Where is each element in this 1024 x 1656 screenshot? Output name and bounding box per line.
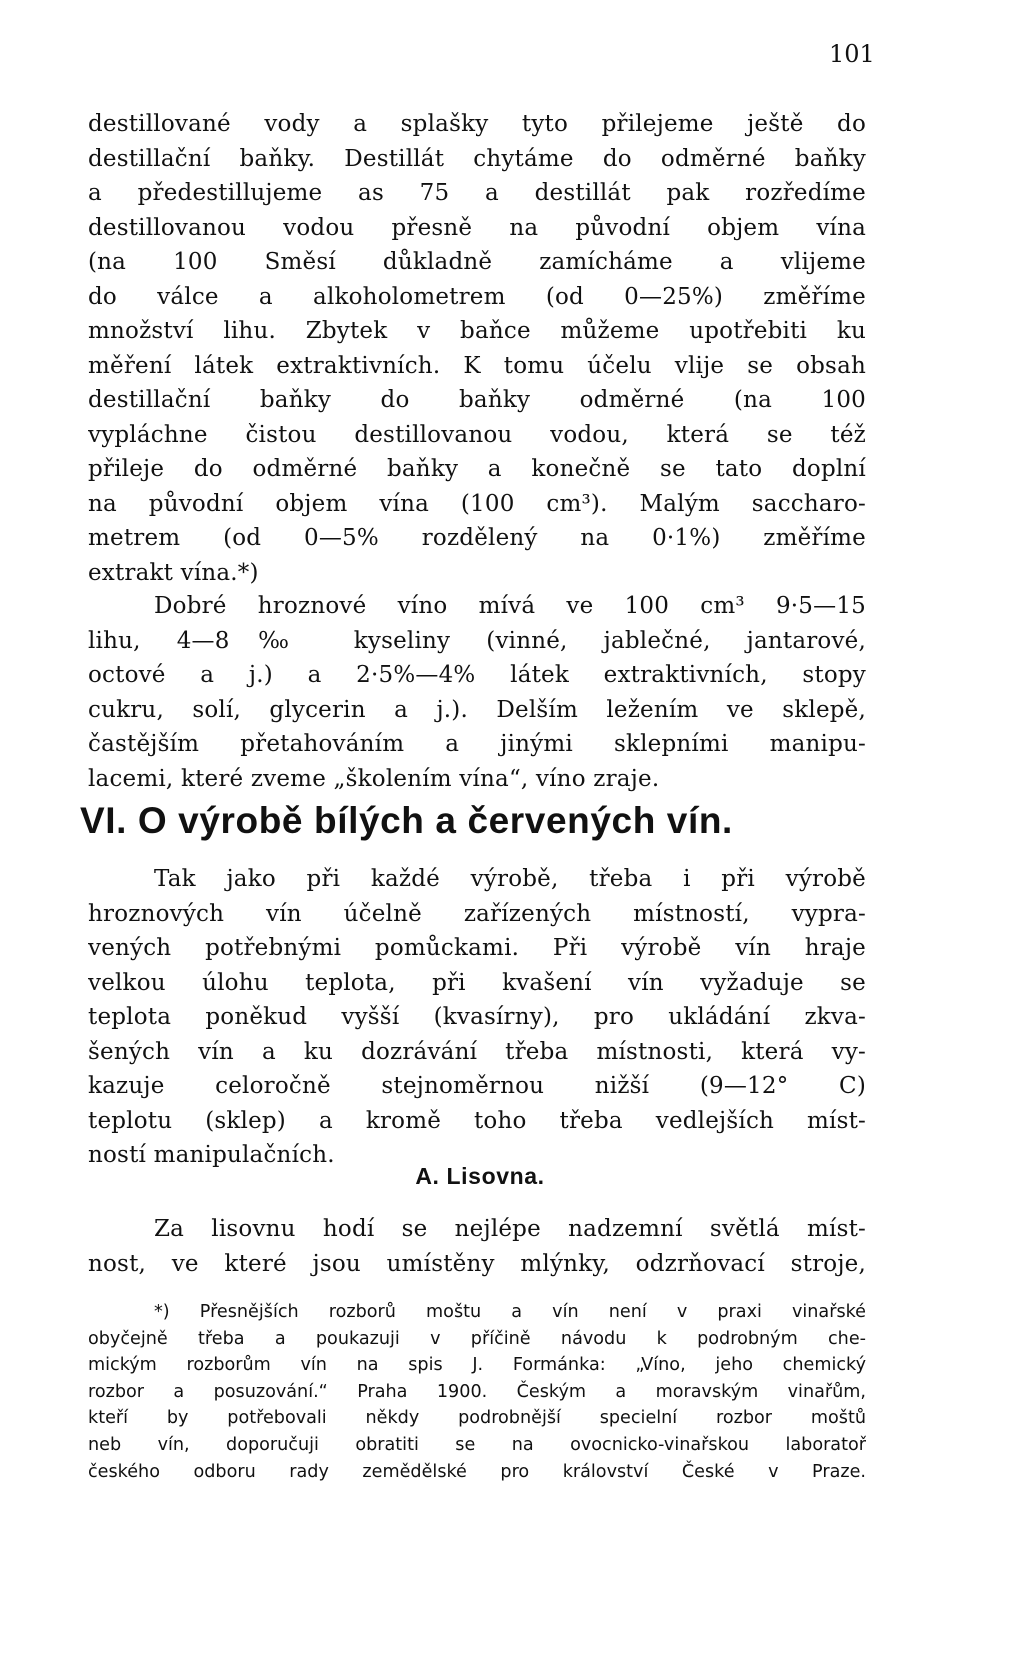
- text-line: destillační baňky do baňky odměrné (na 100: [88, 387, 866, 413]
- text-line: přileje do odměrné baňky a konečně se tato doplní: [88, 456, 866, 482]
- text-line: extrakt vína.*): [88, 559, 259, 586]
- subsection-heading: A. Lisovna.: [415, 1163, 545, 1189]
- text-line: octové a j.) a 2·5%—4% látek extraktivních, stopy: [88, 662, 866, 688]
- footnote-line: mickým rozborům vín na spis J. Formánka: „Víno, jeho chemický: [88, 1355, 866, 1376]
- text-line: vypláchne čistou destillovanou vodou, která se též: [88, 421, 866, 448]
- text-line: destillované vody a splašky tyto přilejeme ještě do: [88, 111, 866, 137]
- page-number: 101: [829, 40, 875, 68]
- paragraph-3: [88, 862, 866, 1173]
- text-line: hroznových vín účelně zařízených místností, vypra-: [88, 900, 866, 927]
- text-line: častějším přetahováním a jinými sklepními manipu-: [88, 731, 866, 757]
- text-line: nost, ve které jsou umístěny mlýnky, odzrňovací stroje,: [88, 1250, 866, 1277]
- text-line: destillovanou vodou přesně na původní objem vína: [88, 214, 866, 241]
- text-line: (na 100 Směsí důkladně zamícháme a vlijeme: [88, 249, 866, 275]
- text-line: kazuje celoročně stejnoměrnou nižší (9—12° C): [88, 1073, 866, 1099]
- text-line: Za lisovnu hodí se nejlépe nadzemní světlá míst-: [154, 1216, 866, 1242]
- text-line: velkou úlohu teplota, při kvašení vín vyžaduje se: [88, 969, 866, 996]
- text-line: lacemi, které zveme „školením vína“, víno zraje.: [88, 765, 660, 792]
- footnote: [88, 1299, 866, 1485]
- text-line: množství lihu. Zbytek v baňce můžeme upotřebiti ku: [88, 318, 866, 344]
- text-line: měření látek extraktivních. K tomu účelu vlije se obsah: [88, 352, 866, 379]
- paragraph-2: [88, 589, 866, 796]
- text-line: metrem (od 0—5% rozdělený na 0·1%) změříme: [88, 525, 866, 551]
- footnote-line: českého odboru rady zemědělské pro království České v Praze.: [88, 1461, 866, 1482]
- text-line: ností manipulačních.: [88, 1142, 335, 1168]
- footnote-line: neb vín, doporučuji obratiti se na ovocnicko-vinařskou laboratoř: [88, 1434, 866, 1455]
- text-line: do válce a alkoholometrem (od 0—25%) změříme: [88, 283, 866, 310]
- text-line: na původní objem vína (100 cm³). Malým saccharo-: [88, 490, 866, 517]
- footnote-line: rozbor a posuzování.“ Praha 1900. Českým a moravským vinařům,: [88, 1381, 866, 1402]
- footnote-line: kteří by potřebovali někdy podrobnější specielní rozbor moštů: [88, 1408, 866, 1429]
- text-line: teplota poněkud vyšší (kvasírny), pro ukládání zkva-: [88, 1004, 866, 1030]
- text-line: Tak jako při každé výrobě, třeba i při výrobě: [154, 866, 866, 892]
- section-heading: VI. O výrobě bílých a červených vín.: [80, 800, 733, 841]
- text-line: lihu, 4—8‰ kyseliny (vinné, jablečné, jantarové,: [88, 627, 866, 654]
- text-line: šených vín a ku dozrávání třeba místnosti, která vy-: [88, 1038, 866, 1065]
- text-line: Dobré hroznové víno mívá ve 100 cm³ 9·5—15: [154, 593, 866, 619]
- paragraph-4: [88, 1212, 866, 1281]
- text-line: destillační baňky. Destillát chytáme do odměrné baňky: [88, 145, 866, 172]
- text-line: vených potřebnými pomůckami. Při výrobě vín hraje: [88, 935, 866, 961]
- footnote-line: obyčejně třeba a poukazuji v příčině návodu k podrobným che-: [88, 1328, 866, 1349]
- paragraph-1: [88, 107, 866, 590]
- text-line: cukru, solí, glycerin a j.). Delším ležením ve sklepě,: [88, 696, 866, 723]
- text-line: teplotu (sklep) a kromě toho třeba vedlejších míst-: [88, 1107, 866, 1134]
- text-line: a předestillujeme as 75 a destillát pak rozředíme: [88, 180, 866, 206]
- footnote-line: *) Přesnějších rozborů moštu a vín není v praxi vinařské: [154, 1302, 866, 1322]
